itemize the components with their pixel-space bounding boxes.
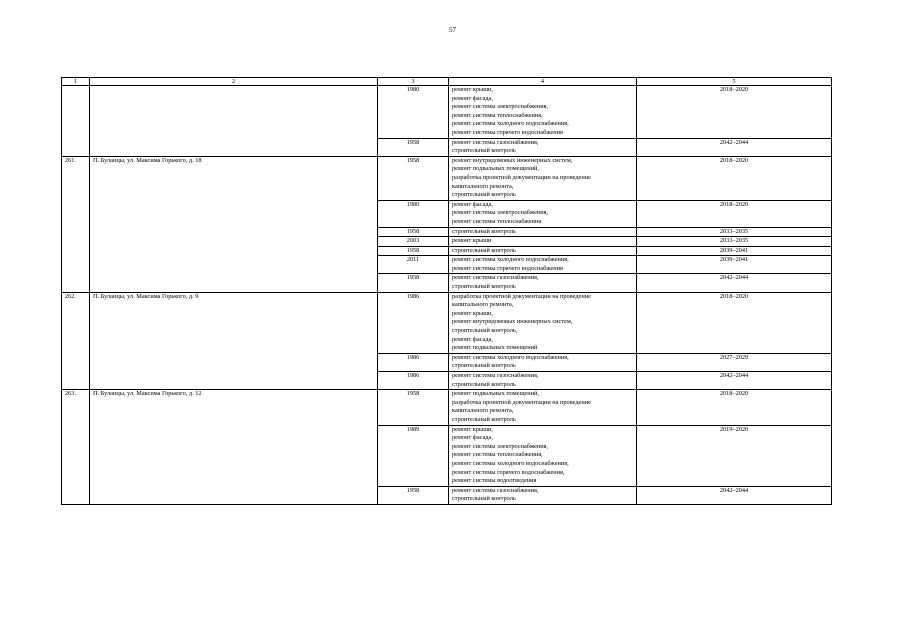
- repair-period: 2018–2020: [637, 292, 832, 353]
- work-item: разработка проектной документации на проведение: [452, 292, 591, 300]
- header-cell-2: 2: [90, 78, 378, 86]
- header-cell-4: 4: [449, 78, 637, 86]
- repair-period: 2042–2044: [637, 138, 832, 156]
- works-list: [449, 486, 637, 504]
- work-item: капитального ремонта,: [452, 182, 514, 190]
- works-list: [449, 274, 637, 292]
- work-item: ремонт системы электроснабжения,: [452, 442, 549, 450]
- entry-number: [62, 86, 90, 157]
- commission-year: 1986: [378, 292, 449, 353]
- commission-year: 1958: [378, 274, 449, 292]
- work-item: ремонт крыши,: [452, 309, 494, 317]
- repair-period: 2018–2020: [637, 200, 832, 227]
- entry-number: 263.: [62, 390, 90, 505]
- work-item: ремонт системы электроснабжения,: [452, 209, 549, 217]
- work-item: ремонт системы газоснабжения,: [452, 486, 539, 494]
- commission-year: 1958: [378, 227, 449, 237]
- table-row: [62, 156, 832, 200]
- works-list: [449, 138, 637, 156]
- work-item: ремонт крыши,: [452, 86, 494, 93]
- work-item: капитального ремонта,: [452, 301, 514, 309]
- works-list: [449, 227, 637, 237]
- commission-year: 2011: [378, 256, 449, 274]
- entry-address: П. Буланцы, ул. Максима Горького, д. 18: [90, 156, 378, 292]
- work-item: строительный контроль: [452, 191, 516, 199]
- work-item: ремонт системы горячего водоснабжения: [452, 128, 563, 136]
- entry-address: [90, 86, 378, 157]
- work-item: строительный контроль: [452, 380, 516, 388]
- work-item: строительный контроль: [452, 283, 516, 291]
- work-item: ремонт системы теплоснабжения,: [452, 111, 543, 119]
- header-cell-5: 5: [637, 78, 832, 86]
- work-item: капитального ремонта,: [452, 407, 514, 415]
- works-list: [449, 246, 637, 256]
- work-item: ремонт системы теплоснабжения: [452, 217, 542, 225]
- table-row: [62, 390, 832, 425]
- repair-period: 2039–2041: [637, 246, 832, 256]
- entry-number: 261.: [62, 156, 90, 292]
- commission-year: 1958: [378, 246, 449, 256]
- table-row: [62, 292, 832, 353]
- work-item: ремонт системы теплоснабжения,: [452, 451, 543, 459]
- repair-period: 2018–2020: [637, 86, 832, 139]
- works-list: [449, 353, 637, 371]
- work-item: ремонт подвальных помещений: [452, 344, 538, 352]
- works-list: [449, 292, 637, 353]
- entry-address: П. Буланцы, ул. Максима Горького, д. 12: [90, 390, 378, 505]
- work-item: строительный контроль: [452, 495, 516, 503]
- works-list: [449, 156, 637, 200]
- header-row: [62, 78, 832, 86]
- entry-number: 262.: [62, 292, 90, 390]
- work-item: ремонт подвальных помещений,: [452, 390, 539, 398]
- work-item: ремонт фасада,: [452, 335, 493, 343]
- works-list: [449, 390, 637, 425]
- work-item: ремонт внутридомовых инженерных систем,: [452, 318, 573, 326]
- commission-year: 1989: [378, 425, 449, 486]
- work-item: строительный контроль: [452, 362, 516, 370]
- work-item: ремонт системы холодного водоснабжения,: [452, 120, 569, 128]
- work-item: ремонт системы газоснабжения,: [452, 372, 539, 379]
- work-item: ремонт системы водоотведения: [452, 477, 537, 485]
- repair-period: 2042–2044: [637, 372, 832, 390]
- repair-period: 2027–2029: [637, 353, 832, 371]
- commission-year: 2003: [378, 237, 449, 247]
- works-list: [449, 256, 637, 274]
- header-cell-3: 3: [378, 78, 449, 86]
- entry-address: П. Буланцы, ул. Максима Горького, д. 9: [90, 292, 378, 390]
- works-list: [449, 200, 637, 227]
- work-item: ремонт крыши,: [452, 425, 494, 433]
- commission-year: 1958: [378, 138, 449, 156]
- work-item: ремонт системы холодного водоснабжения,: [452, 256, 569, 264]
- work-item: ремонт системы газоснабжения,: [452, 274, 539, 282]
- repair-period: 2039–2041: [637, 256, 832, 274]
- repair-schedule-table: [61, 77, 832, 505]
- table-row: [62, 86, 832, 139]
- commission-year: 1958: [378, 486, 449, 504]
- repair-period: 2033–2035: [637, 227, 832, 237]
- works-list: [449, 372, 637, 390]
- work-item: ремонт системы холодного водоснабжения,: [452, 353, 569, 361]
- works-list: [449, 86, 637, 139]
- repair-period: 2019–2020: [637, 425, 832, 486]
- repair-period: 2042–2044: [637, 486, 832, 504]
- page-number: 57: [449, 26, 456, 34]
- works-list: [449, 425, 637, 486]
- repair-period: 2018–2020: [637, 156, 832, 200]
- work-item: ремонт фасада,: [452, 94, 493, 102]
- work-item: ремонт системы газоснабжения,: [452, 138, 539, 146]
- repair-period: 2042–2044: [637, 274, 832, 292]
- work-item: разработка проектной документации на проведение: [452, 398, 591, 406]
- work-item: ремонт фасада,: [452, 434, 493, 442]
- work-item: строительный контроль: [452, 227, 516, 235]
- work-item: ремонт крыши: [452, 237, 492, 245]
- commission-year: 1958: [378, 390, 449, 425]
- work-item: строительный контроль: [452, 415, 516, 423]
- work-item: ремонт системы электроснабжения,: [452, 103, 549, 111]
- commission-year: 1980: [378, 86, 449, 139]
- work-item: ремонт фасада,: [452, 200, 493, 208]
- work-item: строительный контроль,: [452, 327, 518, 335]
- header-cell-1: 1: [62, 78, 90, 86]
- repair-period: 2033–2035: [637, 237, 832, 247]
- commission-year: 1980: [378, 200, 449, 227]
- work-item: ремонт системы горячего водоснабжения,: [452, 468, 565, 476]
- commission-year: 1986: [378, 372, 449, 390]
- repair-period: 2018–2020: [637, 390, 832, 425]
- work-item: ремонт внутридомовых инженерных систем,: [452, 156, 573, 164]
- work-item: строительный контроль: [452, 246, 516, 254]
- work-item: ремонт системы холодного водоснабжения,: [452, 459, 569, 467]
- work-item: ремонт подвальных помещений,: [452, 165, 539, 173]
- commission-year: 1986: [378, 353, 449, 371]
- work-item: строительный контроль: [452, 147, 516, 155]
- works-list: [449, 237, 637, 247]
- work-item: ремонт системы горячего водоснабжения: [452, 264, 563, 272]
- commission-year: 1958: [378, 156, 449, 200]
- work-item: разработка проектной документации на проведение: [452, 173, 591, 181]
